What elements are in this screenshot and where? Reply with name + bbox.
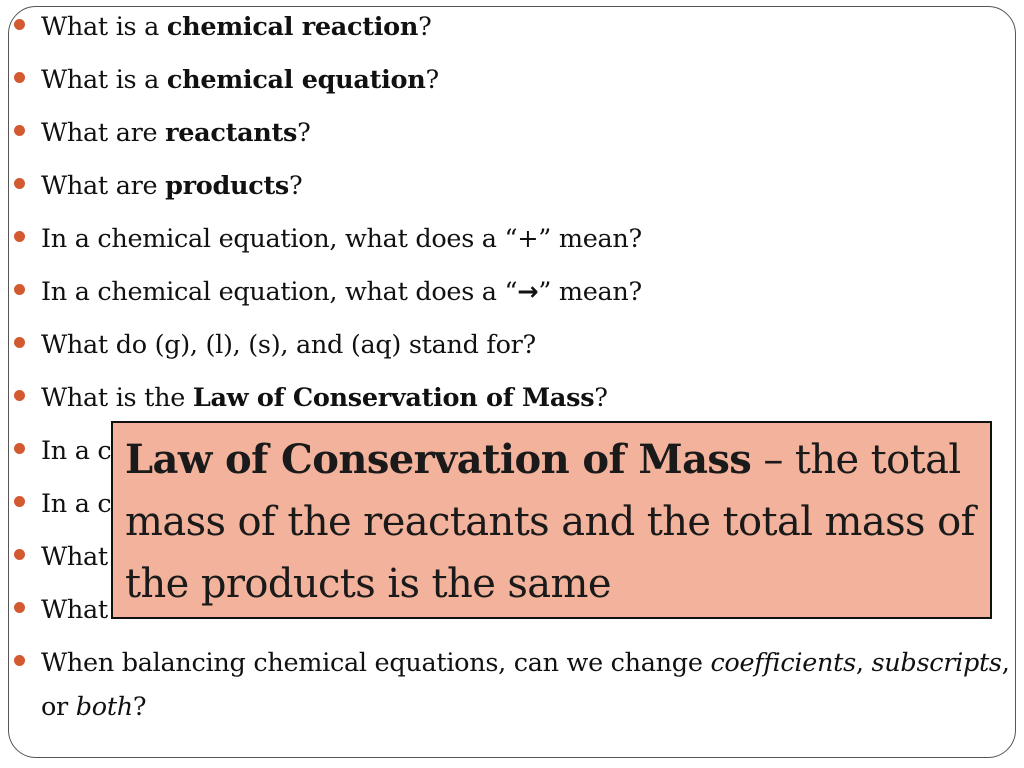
bullet-icon <box>14 443 25 454</box>
question-term: Law of Conservation of Mass <box>192 383 595 413</box>
question-punct: ? <box>425 65 439 95</box>
question-punct: ” mean? <box>538 277 642 307</box>
question-text: What are <box>41 171 166 201</box>
question-term: products <box>165 171 289 201</box>
bullet-icon <box>14 19 25 30</box>
bullet-icon <box>14 337 25 348</box>
question-text: or <box>41 692 76 722</box>
bullet-icon <box>14 496 25 507</box>
question-punct: ? <box>418 12 432 42</box>
question-text: What are <box>41 118 166 148</box>
definition-callout <box>111 421 992 619</box>
bullet-icon <box>14 390 25 401</box>
question-text: In a c <box>41 436 112 466</box>
bullet-icon <box>14 72 25 83</box>
question-punct: ? <box>132 692 147 722</box>
question-punct: ? <box>297 118 311 148</box>
question-term: reactants <box>165 118 298 148</box>
bullet-icon <box>14 549 25 560</box>
question-text: What is a <box>41 12 167 42</box>
question-term: chemical reaction <box>166 12 419 42</box>
arrow-icon: → <box>517 277 539 307</box>
question-text: In a chemical equation, what does a “ <box>41 277 518 307</box>
question-term: subscripts <box>871 648 1002 678</box>
bullet-icon <box>14 602 25 613</box>
question-text: When balancing chemical equations, can we change <box>41 648 711 678</box>
question-punct: , <box>1001 648 1010 678</box>
question-punct: , <box>855 648 872 678</box>
bullet-icon <box>14 231 25 242</box>
question-punct: ? <box>288 171 303 201</box>
definition-text: – the total mass of the reactants and the total mass of the products is the same <box>125 437 975 607</box>
definition-term: Law of Conservation of Mass <box>125 436 752 483</box>
question-text: What do (g), (l), (s), and (aq) stand for? <box>41 330 536 360</box>
question-text: What is a <box>41 65 167 95</box>
question-text: What is the <box>41 383 193 413</box>
question-term: chemical equation <box>166 65 426 95</box>
bullet-icon <box>14 125 25 136</box>
question-term: coefficients <box>710 648 856 678</box>
bullet-icon <box>14 284 25 295</box>
bullet-icon <box>14 178 25 189</box>
question-term: both <box>75 692 133 722</box>
question-text: In a c <box>41 489 112 519</box>
bullet-icon <box>14 655 25 666</box>
question-text: What <box>41 542 108 572</box>
question-punct: ? <box>594 383 608 413</box>
question-text: In a chemical equation, what does a “+” mean? <box>41 224 642 254</box>
question-text: What <box>41 595 108 625</box>
